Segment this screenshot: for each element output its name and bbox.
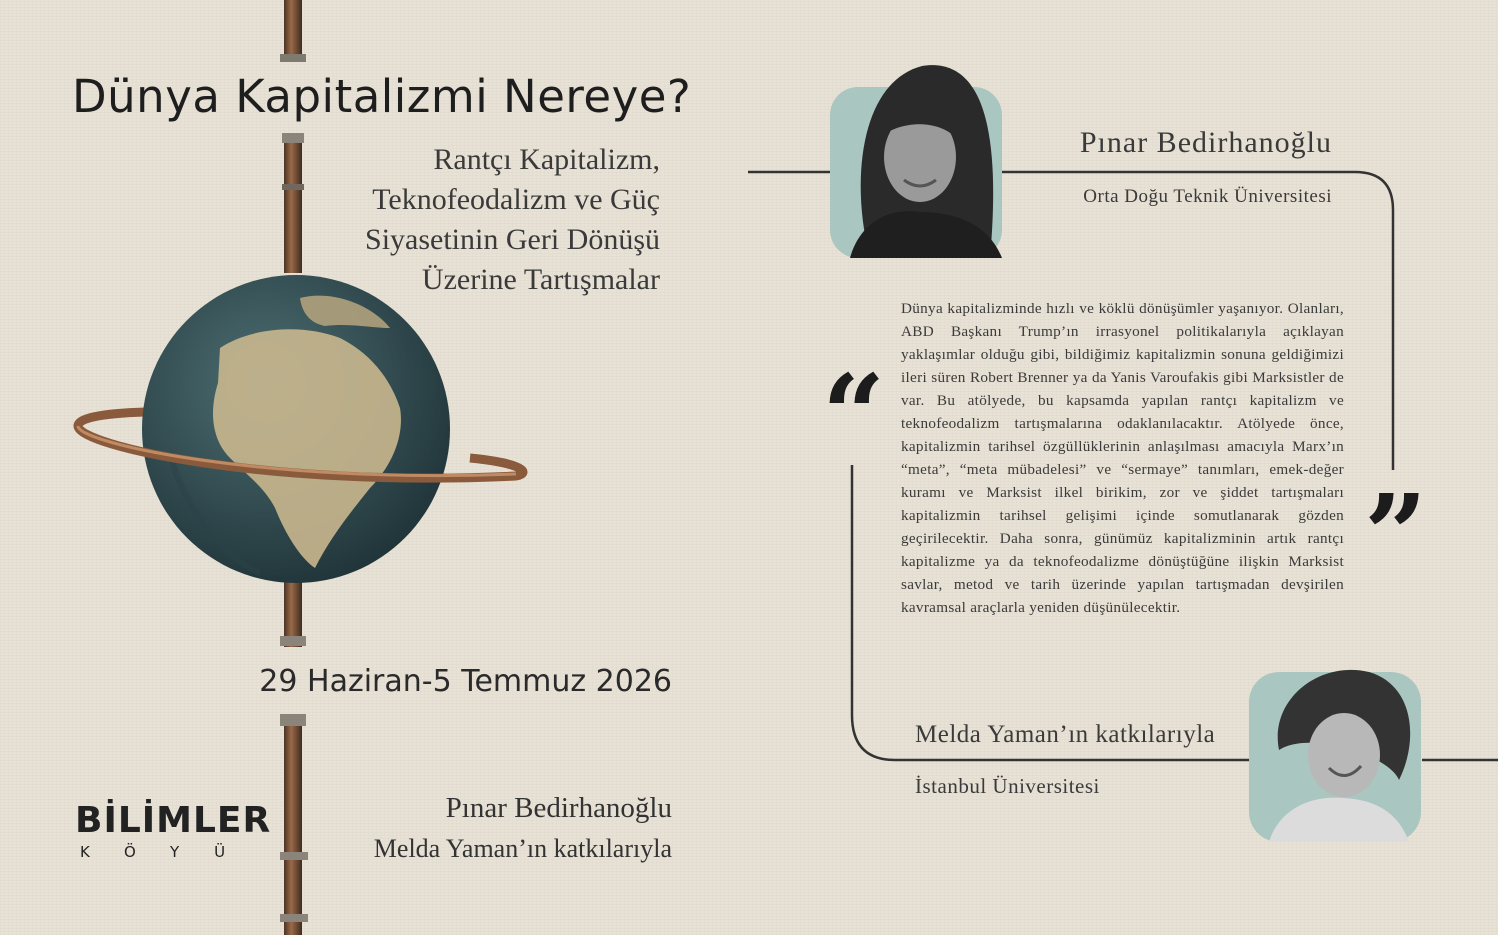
open-quote-icon: “ bbox=[822, 350, 886, 479]
speaker2-name: Melda Yaman’ın katkılarıyla bbox=[915, 721, 1216, 748]
speaker1-name: Pınar Bedirhanoğlu bbox=[1079, 126, 1332, 159]
subtitle-line: Üzerine Tartışmalar bbox=[421, 263, 660, 296]
page-title: Dünya Kapitalizmi Nereye? bbox=[72, 70, 692, 123]
speaker1-photo bbox=[830, 62, 1002, 258]
speaker2-photo bbox=[1249, 660, 1421, 842]
subtitle-line: Rantçı Kapitalizm, bbox=[433, 143, 660, 176]
event-date: 29 Haziran-5 Temmuz 2026 bbox=[259, 664, 672, 699]
logo: BİLİMLER bbox=[75, 800, 272, 841]
logo-subtitle: KÖYÜ bbox=[80, 843, 261, 861]
subtitle-line: Siyasetinin Geri Dönüşü bbox=[365, 223, 660, 256]
subtitle-line: Teknofeodalizm ve Güç bbox=[372, 183, 660, 216]
speaker1-affiliation: Orta Doğu Teknik Üniversitesi bbox=[1083, 186, 1332, 207]
close-quote-icon: ” bbox=[1364, 470, 1428, 599]
subtitle bbox=[240, 140, 660, 300]
byline-author: Pınar Bedirhanoğlu bbox=[445, 792, 672, 824]
byline-contrib: Melda Yaman’ın katkılarıyla bbox=[373, 834, 672, 863]
globe-illustration bbox=[70, 268, 530, 590]
description-text: Dünya kapitalizminde hızlı ve köklü dönüşümler yaşanıyor. Olanları, ABD Başkanı Trump’ın irrasyonel politikalarıyla açıklayan yaklaşımlar olduğu gibi, bildiğimiz kapitalizmin sonuna geldiğimizi ileri süren Robert Brenner ya da Yanis Varoufakis gibi Marksistler de var. Bu atölyede, bu kapsamda yapılan rantçı kapitalizm ve teknofeodalizm tartışmalarına odaklanılacaktır. Atölyede önce, kapitalizmin tarihsel özgüllüklerinin anlaşılması amacıyla Marx’ın “meta”, “meta mübadelesi” ve “sermaye” tanımları, emek-değer kuramı ve Marksist ilkel birikim, zor ve şiddet tartışmaları kapitalizmin tarihsel gelişimi içinde somutlanarak gözden geçirilecektir. Daha sonra, günümüz kapitalizminin artık rantçı kapitalizme ya da teknofeodalizme dönüştüğüne ilişkin Marksist savlar, metod ve tarih üzerinde yapılan tartışmadan devşirilen kavramsal araçlarla yeniden düşünülecektir. bbox=[901, 300, 1344, 616]
speaker2-affiliation: İstanbul Üniversitesi bbox=[915, 774, 1100, 798]
